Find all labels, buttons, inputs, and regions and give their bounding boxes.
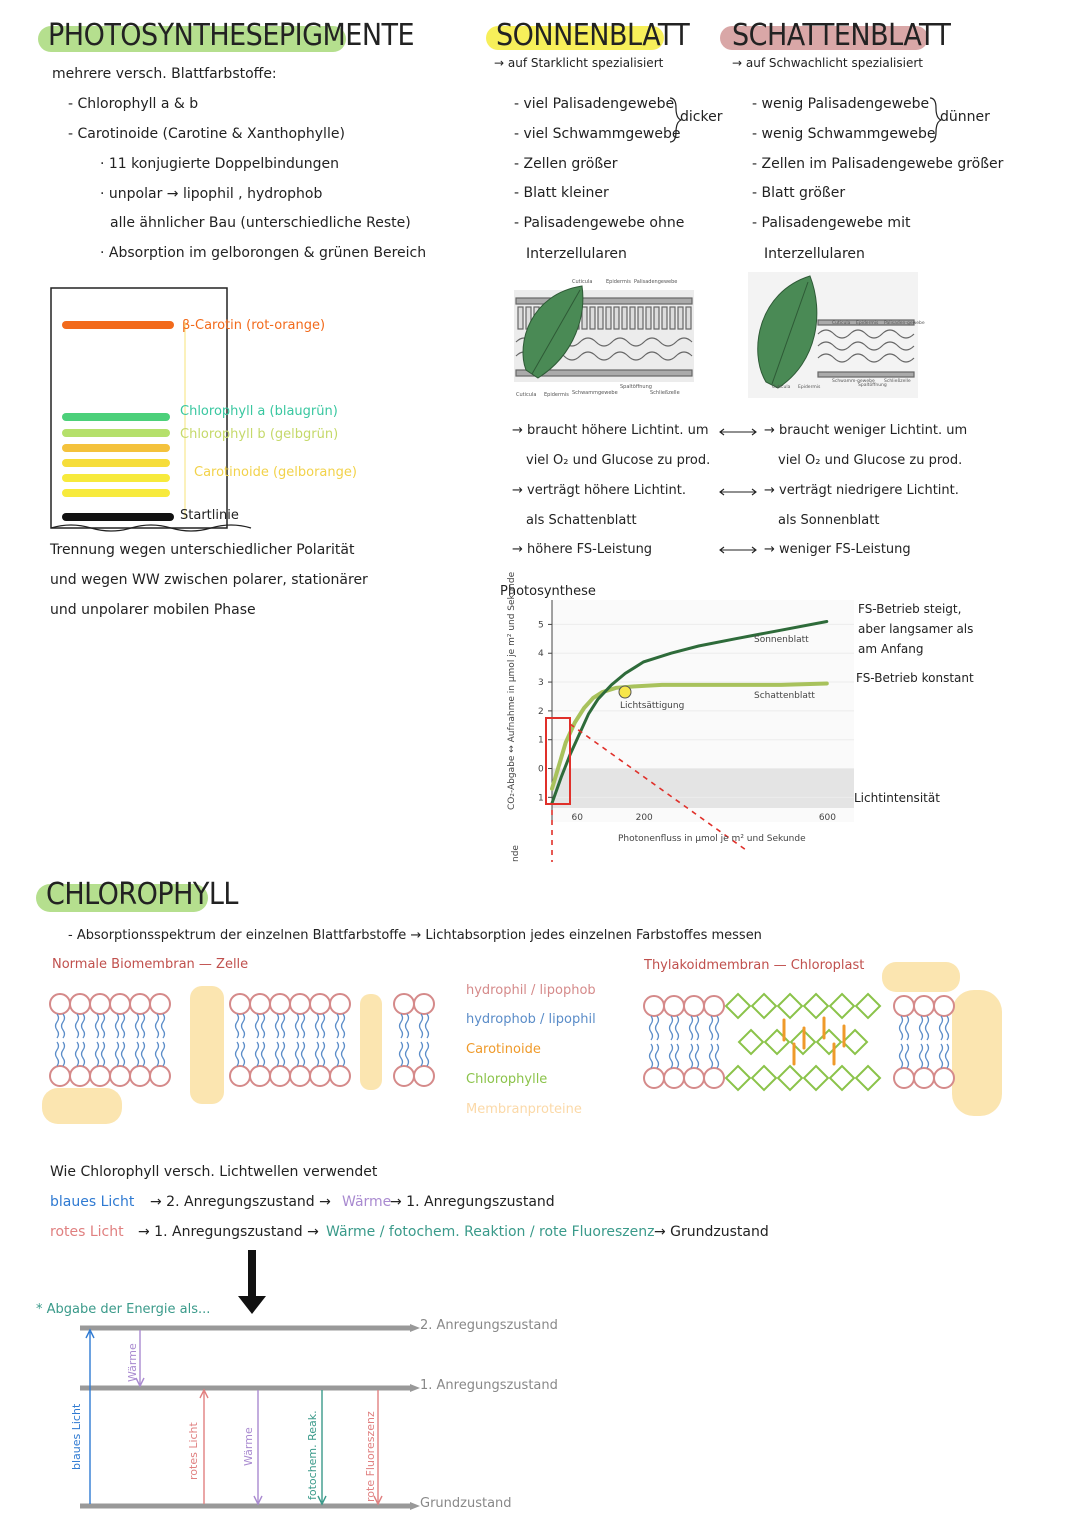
lipid-head (394, 1066, 414, 1086)
label-carotinoide: Carotinoide (gelborange) (194, 465, 357, 480)
lipid-tail (900, 1044, 903, 1068)
lipid-head (250, 994, 270, 1014)
pigment-item: alle ähnlicher Bau (unterschiedliche Reste) (110, 215, 411, 231)
pigment-item: - Chlorophyll a & b (68, 96, 199, 112)
lichtsaettigung-point (619, 686, 631, 698)
chlorophyll-title: CHLOROPHYLL (46, 877, 238, 912)
lipid-head (414, 1066, 434, 1086)
separation-line: und unpolarer mobilen Phase (50, 602, 256, 618)
lipid-tail (56, 1042, 59, 1066)
membrane-protein (190, 986, 224, 1104)
svg-text:Palisaden-gewebe: Palisaden-gewebe (884, 321, 925, 326)
lipid-tail (426, 1042, 429, 1066)
lipid-tail (156, 1014, 159, 1038)
lipid-tail (102, 1014, 105, 1038)
svg-text:Epidermis: Epidermis (856, 321, 879, 326)
normal-membrane (36, 980, 456, 1130)
svg-text:Cuticula: Cuticula (772, 385, 791, 390)
lipid-tail (316, 1042, 319, 1066)
svg-text:Epidermis: Epidermis (798, 385, 821, 390)
shade-item: - wenig Schwammgewebe (752, 126, 936, 142)
y-tick-label: 5 (538, 620, 544, 631)
lipid-tail (242, 1014, 245, 1038)
sun-bracket: dicker (680, 109, 723, 125)
chlorophyll-molecule (726, 994, 750, 1018)
lipid-tail (336, 1042, 339, 1066)
lipid-head (894, 1068, 914, 1088)
legend-membranproteine: Membranproteine (466, 1102, 582, 1117)
lipid-tail (82, 1014, 85, 1038)
lipid-tail (696, 1016, 699, 1040)
note-fs-steigt: FS-Betrieb steigt, (858, 602, 962, 616)
chart-ylabel: CO₂-Abgabe ↔ Aufnahme in µmol je m² und Sekunde (507, 571, 517, 810)
lipid-tail (116, 1014, 119, 1038)
x-tick-label: 60 (571, 813, 583, 823)
lipid-tail (76, 1014, 79, 1038)
svg-text:Schließzelle: Schließzelle (650, 390, 680, 396)
lipid-tail (236, 1042, 239, 1066)
lipid-head (664, 996, 684, 1016)
membrane-protein (360, 994, 382, 1090)
lipid-head (130, 994, 150, 1014)
lipid-tail (696, 1044, 699, 1068)
lipid-tail (710, 1044, 713, 1068)
svg-text:Schwammgewebe: Schwammgewebe (572, 390, 618, 396)
pigment-item: · 11 konjugierte Doppelbindungen (100, 156, 339, 172)
y-tick-label: 2 (538, 706, 544, 717)
lipid-tail (656, 1016, 659, 1040)
lipid-tail (920, 1044, 923, 1068)
shade-effect: viel O₂ und Glucose zu prod. (778, 453, 963, 468)
svg-text:Cuticula: Cuticula (516, 392, 537, 398)
red-line-step: → Grundzustand (654, 1224, 769, 1240)
chlorophyll-molecule (726, 1066, 750, 1090)
thylakoid-membrane-label: Thylakoidmembran — Chloroplast (644, 958, 865, 973)
lipid-tail (690, 1016, 693, 1040)
lipid-tail (76, 1042, 79, 1066)
pigment-item: - Carotinoide (Carotine & Xanthophylle) (68, 126, 345, 142)
svg-text:Palisadengewebe: Palisadengewebe (634, 279, 678, 285)
lipid-head (290, 994, 310, 1014)
chlorophyll-molecule (856, 1066, 880, 1090)
lipid-tail (920, 1016, 923, 1040)
startlinie-band (62, 513, 174, 521)
energy-note: * Abgabe der Energie als... (36, 1302, 211, 1317)
separation-line: und wegen WW zwischen polarer, stationärer (50, 572, 368, 588)
pigment-item: · unpolar → lipophil , hydrophob (100, 186, 323, 202)
lipid-tail (676, 1044, 679, 1068)
light-title: Wie Chlorophyll versch. Lichtwellen verwendet (50, 1164, 378, 1180)
chlorophyll-molecule (830, 994, 854, 1018)
pigment-item: · Absorption im gelborongen & grünen Bereich (100, 245, 427, 261)
lipid-head (150, 994, 170, 1014)
chlorophyll-molecule (752, 994, 776, 1018)
chart-cut-label: nde (511, 845, 521, 862)
band-caro4 (62, 489, 170, 497)
svg-text:Spaltöffnung: Spaltöffnung (620, 384, 652, 390)
blue-line-heat: Wärme (342, 1194, 392, 1210)
chart-title: Photosynthese (500, 584, 596, 599)
lipid-head (270, 1066, 290, 1086)
lipid-tail (926, 1016, 929, 1040)
lipid-tail (162, 1042, 165, 1066)
lipid-tail (302, 1042, 305, 1066)
svg-text:Cuticula: Cuticula (832, 321, 851, 326)
shade-item: - wenig Palisadengewebe (752, 96, 930, 112)
sun-item: - viel Schwammgewebe (514, 126, 681, 142)
lipid-head (50, 994, 70, 1014)
lipid-tail (406, 1042, 409, 1066)
lipid-tail (420, 1014, 423, 1038)
chart-xlabel: Photonenfluss in µmol je m² und Sekunde (618, 834, 806, 844)
chlorophyll-molecule (817, 1030, 841, 1054)
lipid-head (70, 994, 90, 1014)
shade-effect: → verträgt niedrigere Lichtint. (764, 483, 959, 498)
blue-line-step: → 1. Anregungszustand (390, 1194, 555, 1210)
lipid-tail (670, 1044, 673, 1068)
lipid-head (90, 994, 110, 1014)
absorption-text: - Absorptionsspektrum der einzelnen Blattfarbstoffe → Lichtabsorption jedes einzelnen Farbstoffes messen (68, 928, 762, 943)
down-arrow-icon (238, 1296, 266, 1314)
chlorophyll-molecule (804, 1066, 828, 1090)
label-chl-b: Chlorophyll b (gelbgrün) (180, 427, 339, 442)
note-fs-steigt: am Anfang (858, 642, 924, 656)
lipid-tail (262, 1042, 265, 1066)
band-caro3 (62, 474, 170, 482)
band-carotin (62, 321, 174, 329)
lipid-tail (676, 1016, 679, 1040)
chlorophyll-molecule (830, 1066, 854, 1090)
note-fs-steigt: aber langsamer als (858, 622, 974, 636)
series-label-schattenblatt: Schattenblatt (754, 691, 815, 701)
sun-subtitle: → auf Starklicht spezialisiert (494, 56, 664, 70)
shade-effect: als Sonnenblatt (778, 513, 880, 528)
xlabel-lichtintensitaet: Lichtintensität (854, 791, 940, 805)
lipid-tail (940, 1016, 943, 1040)
lipid-tail (322, 1042, 325, 1066)
chlorophyll-molecule (752, 1066, 776, 1090)
lipid-tail (262, 1014, 265, 1038)
y-tick-label: 1 (538, 735, 544, 746)
lipid-tail (296, 1014, 299, 1038)
band-chl-a (62, 413, 170, 421)
membrane-protein (952, 990, 1002, 1116)
lipid-head (894, 996, 914, 1016)
svg-text:Epidermis: Epidermis (544, 392, 569, 398)
lipid-tail (136, 1014, 139, 1038)
pigments-title: PHOTOSYNTHESEPIGMENTE (48, 18, 415, 53)
lipid-tail (322, 1014, 325, 1038)
lipid-tail (96, 1014, 99, 1038)
lipid-tail (236, 1014, 239, 1038)
lipid-tail (156, 1042, 159, 1066)
lipid-tail (316, 1014, 319, 1038)
lipid-tail (256, 1014, 259, 1038)
sun-item: - Palisadengewebe ohne (514, 215, 685, 231)
lipid-tail (282, 1042, 285, 1066)
separation-line: Trennung wegen unterschiedlicher Polarität (50, 542, 355, 558)
lipid-tail (940, 1044, 943, 1068)
lipid-tail (122, 1042, 125, 1066)
lipid-head (230, 1066, 250, 1086)
x-tick-label: 200 (635, 813, 653, 823)
lipid-tail (62, 1042, 65, 1066)
label-startlinie: Startlinie (180, 508, 239, 523)
lipid-tail (82, 1042, 85, 1066)
thylakoid-membrane (634, 958, 1014, 1118)
shade-item: - Blatt größer (752, 185, 846, 201)
svg-text:Schließzelle: Schließzelle (884, 379, 911, 384)
lipid-head (934, 996, 954, 1016)
lipid-head (684, 996, 704, 1016)
lipid-tail (710, 1016, 713, 1040)
lipid-tail (946, 1016, 949, 1040)
lipid-head (644, 1068, 664, 1088)
legend-carotinoide: Carotinoide (466, 1042, 541, 1057)
lipid-tail (900, 1016, 903, 1040)
svg-text:Spaltöffnung: Spaltöffnung (858, 383, 887, 388)
lipid-tail (102, 1042, 105, 1066)
lipid-tail (96, 1042, 99, 1066)
chlorophyll-molecule (778, 1066, 802, 1090)
lipid-tail (906, 1016, 909, 1040)
lipid-tail (420, 1042, 423, 1066)
lipid-tail (400, 1042, 403, 1066)
lipid-head (50, 1066, 70, 1086)
sun-item: - viel Palisadengewebe (514, 96, 675, 112)
lipid-tail (122, 1014, 125, 1038)
label-chl-a: Chlorophyll a (blaugrün) (180, 404, 338, 419)
chlorophyll-molecule (778, 994, 802, 1018)
lipid-tail (296, 1042, 299, 1066)
lipid-tail (426, 1014, 429, 1038)
lipid-tail (162, 1014, 165, 1038)
lipid-tail (142, 1014, 145, 1038)
lipid-head (330, 1066, 350, 1086)
label-carotin: β-Carotin (rot-orange) (182, 318, 326, 333)
lipid-tail (716, 1016, 719, 1040)
sun-title: SONNENBLATT (496, 18, 690, 53)
svg-text:Cuticula: Cuticula (572, 279, 593, 285)
lipid-head (110, 994, 130, 1014)
sun-effect: als Schattenblatt (526, 513, 637, 528)
pigments-intro: mehrere versch. Blattfarbstoffe: (52, 66, 277, 82)
lipid-tail (650, 1016, 653, 1040)
shade-effect: → braucht weniger Lichtint. um (764, 423, 968, 438)
legend-chlorophylle: Chlorophylle (466, 1072, 548, 1087)
shade-title: SCHATTENBLATT (732, 18, 951, 53)
lipid-head (110, 1066, 130, 1086)
lipid-head (130, 1066, 150, 1086)
lipid-head (934, 1068, 954, 1088)
lipid-tail (926, 1044, 929, 1068)
lipid-tail (136, 1042, 139, 1066)
chlorophyll-molecule (856, 994, 880, 1018)
lipid-tail (400, 1014, 403, 1038)
red-line-outcomes: Wärme / fotochem. Reaktion / rote Fluoreszenz (326, 1224, 655, 1240)
svg-text:rotes Licht: rotes Licht (187, 1422, 200, 1480)
y-tick-label: 1 (538, 793, 544, 804)
shade-subtitle: → auf Schwachlicht spezialisiert (732, 56, 923, 70)
lipid-tail (242, 1042, 245, 1066)
chlorophyll-molecule (804, 994, 828, 1018)
svg-text:Wärme: Wärme (126, 1343, 139, 1382)
sun-effect: → höhere FS-Leistung (512, 542, 653, 557)
chlorophyll-molecule (739, 1030, 763, 1054)
lipid-head (914, 996, 934, 1016)
lipid-tail (276, 1042, 279, 1066)
lipid-tail (690, 1044, 693, 1068)
lipid-head (230, 994, 250, 1014)
red-line-step: → 1. Anregungszustand → (138, 1224, 319, 1240)
lipid-head (150, 1066, 170, 1086)
y-tick-label: 4 (538, 649, 544, 660)
lipid-head (704, 996, 724, 1016)
lipid-tail (946, 1044, 949, 1068)
band-caro2 (62, 459, 170, 467)
lipid-head (684, 1068, 704, 1088)
lipid-head (250, 1066, 270, 1086)
svg-text:Wärme: Wärme (242, 1427, 255, 1466)
lipid-head (310, 994, 330, 1014)
compare-arrows (716, 424, 760, 554)
lipid-tail (56, 1014, 59, 1038)
band-chl-b (62, 429, 170, 437)
lipid-tail (906, 1044, 909, 1068)
sun-item: - Blatt kleiner (514, 185, 609, 201)
lipid-tail (406, 1014, 409, 1038)
legend-hydrophil: hydrophil / lipophob (466, 983, 596, 998)
normal-membrane-label: Normale Biomembran — Zelle (52, 957, 249, 972)
note-fs-konstant: FS-Betrieb konstant (856, 671, 974, 685)
svg-text:Epidermis: Epidermis (606, 279, 631, 285)
band-caro1 (62, 444, 170, 452)
lipid-tail (282, 1014, 285, 1038)
lipid-head (914, 1068, 934, 1088)
red-light-label: rotes Licht (50, 1224, 124, 1240)
shade-bracket: dünner (940, 109, 990, 125)
lipid-head (330, 994, 350, 1014)
chlorophyll-molecule (843, 1030, 867, 1054)
lipid-tail (336, 1014, 339, 1038)
lipid-tail (276, 1014, 279, 1038)
sun-effect: → verträgt höhere Lichtint. (512, 483, 686, 498)
lipid-head (704, 1068, 724, 1088)
lipid-tail (342, 1042, 345, 1066)
lipid-tail (302, 1014, 305, 1038)
lipid-head (644, 996, 664, 1016)
shade-item: - Palisadengewebe mit (752, 215, 911, 231)
y-tick-label: 3 (538, 678, 544, 689)
svg-text:rote Fluoreszenz: rote Fluoreszenz (364, 1411, 377, 1502)
shade-leaf-image (748, 272, 925, 398)
lipid-tail (650, 1044, 653, 1068)
lipid-head (90, 1066, 110, 1086)
level-label-2: 2. Anregungszustand (420, 1318, 558, 1333)
lipid-tail (670, 1016, 673, 1040)
lipid-head (414, 994, 434, 1014)
shade-effect: → weniger FS-Leistung (764, 542, 911, 557)
lipid-tail (656, 1044, 659, 1068)
membrane-protein (882, 962, 960, 992)
sun-effect: viel O₂ und Glucose zu prod. (526, 453, 711, 468)
sun-effect: → braucht höhere Lichtint. um (512, 423, 709, 438)
blue-light-label: blaues Licht (50, 1194, 135, 1210)
lipid-tail (116, 1042, 119, 1066)
lipid-tail (716, 1044, 719, 1068)
level-label-ground: Grundzustand (420, 1496, 512, 1511)
svg-text:blaues Licht: blaues Licht (70, 1403, 83, 1470)
shade-item: Interzellularen (764, 246, 865, 262)
lipid-head (394, 994, 414, 1014)
lipid-tail (142, 1042, 145, 1066)
y-tick-label: 0 (538, 764, 544, 775)
svg-text:Schwamm-gewebe: Schwamm-gewebe (832, 379, 875, 384)
lipid-head (70, 1066, 90, 1086)
series-label-sonnenblatt: Sonnenblatt (754, 635, 809, 645)
sun-item: Interzellularen (526, 246, 627, 262)
lipid-head (290, 1066, 310, 1086)
svg-text:fotochem. Reak.: fotochem. Reak. (306, 1410, 319, 1500)
blue-line-step: → 2. Anregungszustand → (150, 1194, 331, 1210)
lichtsaettigung-label: Lichtsättigung (620, 701, 685, 711)
shade-item: - Zellen im Palisadengewebe größer (752, 156, 1004, 172)
membrane-protein (42, 1088, 122, 1124)
lipid-head (310, 1066, 330, 1086)
lipid-tail (62, 1014, 65, 1038)
level-label-1: 1. Anregungszustand (420, 1378, 558, 1393)
lipid-tail (342, 1014, 345, 1038)
lipid-tail (256, 1042, 259, 1066)
lipid-head (270, 994, 290, 1014)
sun-leaf-image (510, 274, 700, 400)
x-tick-label: 600 (818, 813, 837, 823)
lipid-head (664, 1068, 684, 1088)
sun-item: - Zellen größer (514, 156, 618, 172)
legend-hydrophob: hydrophob / lipophil (466, 1012, 596, 1027)
